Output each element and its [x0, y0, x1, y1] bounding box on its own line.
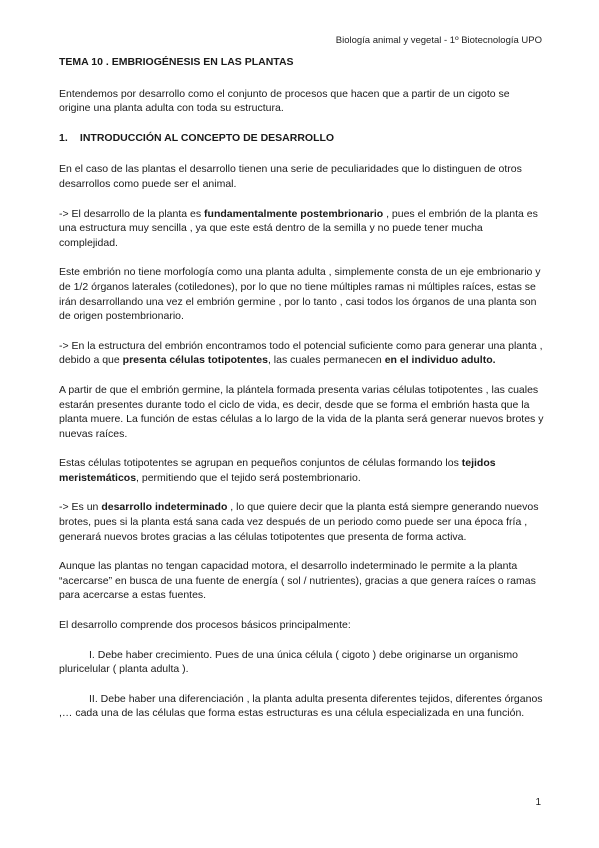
section-heading — [59, 131, 544, 146]
p2-text-a: -> El desarrollo de la planta es — [59, 207, 205, 220]
paragraph-5: A partir de que el embrión germine, la plántela formada presenta varias células totipotentes , las cuales estarán presentes durante todo el ciclo de vida, es decir, desde que se forma el embrión hasta que la planta muere. La función de estas células a lo largo de la vida de la planta será generar nuevos brotes y nuevas raíces. — [59, 383, 544, 440]
p7-bold: desarrollo indeterminado — [101, 501, 228, 514]
list-item-growth: I. Debe haber crecimiento. Pues de una única célula ( cigoto ) debe originarse un organismo pluricelular ( planta adulta ). — [59, 648, 518, 676]
p4-text-a: -> En la estructura del embrión encontramos todo el potencial suficiente como para generar una planta , debido a que — [59, 339, 543, 367]
paragraph-6 — [59, 456, 544, 485]
paragraph-3: Este embrión no tiene morfología como una planta adulta , simplemente consta de un eje embrionario y de 1/2 órganos laterales (cotiledones), por lo que no tiene múltiples ramas ni múltiples raíces, estas se irán desarrollando una vez el embrión germine , por lo tanto , casi todos los órganos de una planta son de origen postembrionario. — [59, 266, 541, 323]
paragraph-7 — [59, 500, 544, 544]
p6-bold: tejidos meristemáticos — [59, 457, 496, 484]
paragraph-2 — [59, 207, 544, 251]
p2-bold: fundamentalmente postembrionario — [204, 207, 384, 220]
p6-text-a: Estas células totipotentes se agrupan en pequeños conjuntos de células formando los — [59, 457, 462, 470]
list-item-differentiation: II. Debe haber una diferenciación , la planta adulta presenta diferentes tejidos, diferentes órganos ,… cada una de las células que forma estas estructuras es una célula especializada en una función. — [59, 692, 543, 720]
p4-text-c: , las cuales permanecen — [267, 354, 385, 367]
section-number: 1. — [59, 131, 68, 144]
paragraph-8: Aunque las plantas no tengan capacidad motora, el desarrollo indeterminado le permite a la planta “acercarse” en busca de una fuente de energía ( sol / nutrientes), gracias a que genera raíces o ramas para acercarse a estas fuentes. — [59, 560, 536, 602]
p7-text-a: -> Es un — [59, 501, 102, 514]
section-title: INTRODUCCIÓN AL CONCEPTO DE DESARROLLO — [79, 131, 335, 144]
p6-text-c: , permitiendo que el tejido será postembrionario. — [136, 471, 361, 484]
p4-bold-1: presenta células totipotentes — [122, 354, 268, 367]
running-header: Biología animal y vegetal - 1º Biotecnología UPO — [335, 35, 542, 46]
page-number: 1 — [535, 797, 541, 808]
intro-paragraph: Entendemos por desarrollo como el conjunto de procesos que hacen que a partir de un cigoto se origine una planta adulta con toda su estructura. — [59, 87, 510, 115]
page-title: TEMA 10 . EMBRIOGÉNESIS EN LAS PLANTAS — [59, 56, 294, 68]
paragraph-4 — [59, 339, 544, 368]
page-content — [59, 55, 544, 736]
paragraph-1: En el caso de las plantas el desarrollo tienen una serie de peculiaridades que lo distinguen de otros desarrollos como puede ser el animal. — [59, 163, 522, 190]
p7-text-c: , lo que quiere decir que la planta está siempre generando nuevos brotes, pues si la planta está sana cada vez después de un periodo como puede ser una época fría , generará nuevos brotes gracias a las células totipotentes que presenta de forma activa. — [59, 501, 539, 543]
paragraph-9: El desarrollo comprende dos procesos básicos principalmente: — [59, 619, 351, 632]
p4-bold-2: en el individuo adulto. — [384, 354, 496, 367]
p2-text-c: , pues el embrión de la planta es una estructura muy sencilla , ya que este está dentro de la semilla y no puede tener mucha complejidad. — [59, 207, 538, 249]
